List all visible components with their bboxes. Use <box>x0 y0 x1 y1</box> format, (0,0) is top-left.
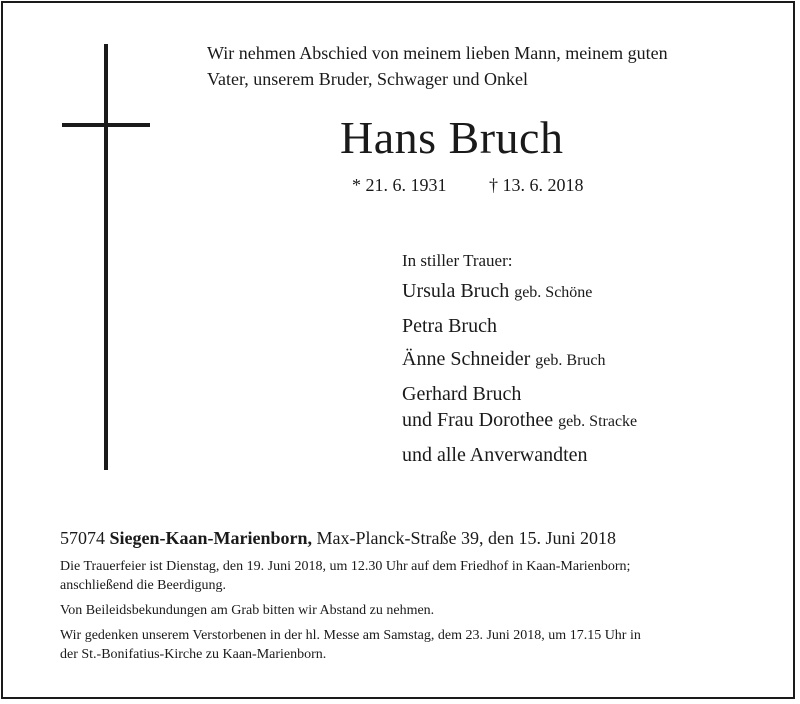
street-and-date: Max-Planck-Straße 39, den 15. Juni 2018 <box>316 528 616 548</box>
funeral-note-line: anschließend die Beerdigung. <box>60 578 227 593</box>
cross-icon <box>104 44 108 470</box>
condolence-note: Von Beileidsbekundungen am Grab bitten wir Abstand zu nehmen. <box>60 603 435 618</box>
postcode: 57074 <box>60 528 105 548</box>
mourners-list <box>402 250 782 475</box>
intro-text <box>207 40 777 92</box>
mourner-name: Petra Bruch <box>402 315 497 337</box>
mourner-entry <box>402 346 782 374</box>
intro-line: Wir nehmen Abschied von meinem lieben Mann, meinem guten <box>207 43 668 63</box>
mourner-note: geb. Stracke <box>558 413 638 430</box>
funeral-note <box>60 557 750 595</box>
death-date: † 13. 6. 2018 <box>489 175 584 195</box>
cross-icon-beam <box>62 123 150 127</box>
mass-note-line: Wir gedenken unserem Verstorbenen in der hl. Messe am Samstag, dem 23. Juni 2018, um 17.15 Uhr in <box>60 628 641 643</box>
mourner-name: und alle Anverwandten <box>402 444 588 466</box>
mass-note-line: der St.-Bonifatius-Kirche zu Kaan-Marienborn. <box>60 647 327 662</box>
mourner-note: geb. Bruch <box>535 352 606 369</box>
deceased-name: Hans Bruch <box>340 112 564 163</box>
mourner-entry <box>402 381 782 407</box>
mourner-name: Änne Schneider <box>402 348 531 370</box>
mourner-entry <box>402 407 782 435</box>
mourner-name: und Frau Dorothee <box>402 409 554 431</box>
funeral-note-line: Die Trauerfeier ist Dienstag, den 19. Juni 2018, um 12.30 Uhr auf dem Friedhof in Kaan-Marienborn; <box>60 559 631 574</box>
address-line <box>60 526 616 550</box>
mass-note <box>60 626 750 664</box>
mourner-entry <box>402 278 782 306</box>
mourner-note: geb. Schöne <box>514 284 593 301</box>
mourners-heading: In stiller Trauer: <box>402 251 513 270</box>
intro-line: Vater, unserem Bruder, Schwager und Onkel <box>207 69 528 89</box>
mourner-name: Ursula Bruch <box>402 280 510 302</box>
mourner-entry <box>402 442 782 468</box>
birth-date: * 21. 6. 1931 <box>352 175 447 195</box>
mourner-name: Gerhard Bruch <box>402 383 522 405</box>
mourner-entry <box>402 313 782 339</box>
notes-section <box>60 557 750 670</box>
city: Siegen-Kaan-Marienborn, <box>109 528 312 548</box>
